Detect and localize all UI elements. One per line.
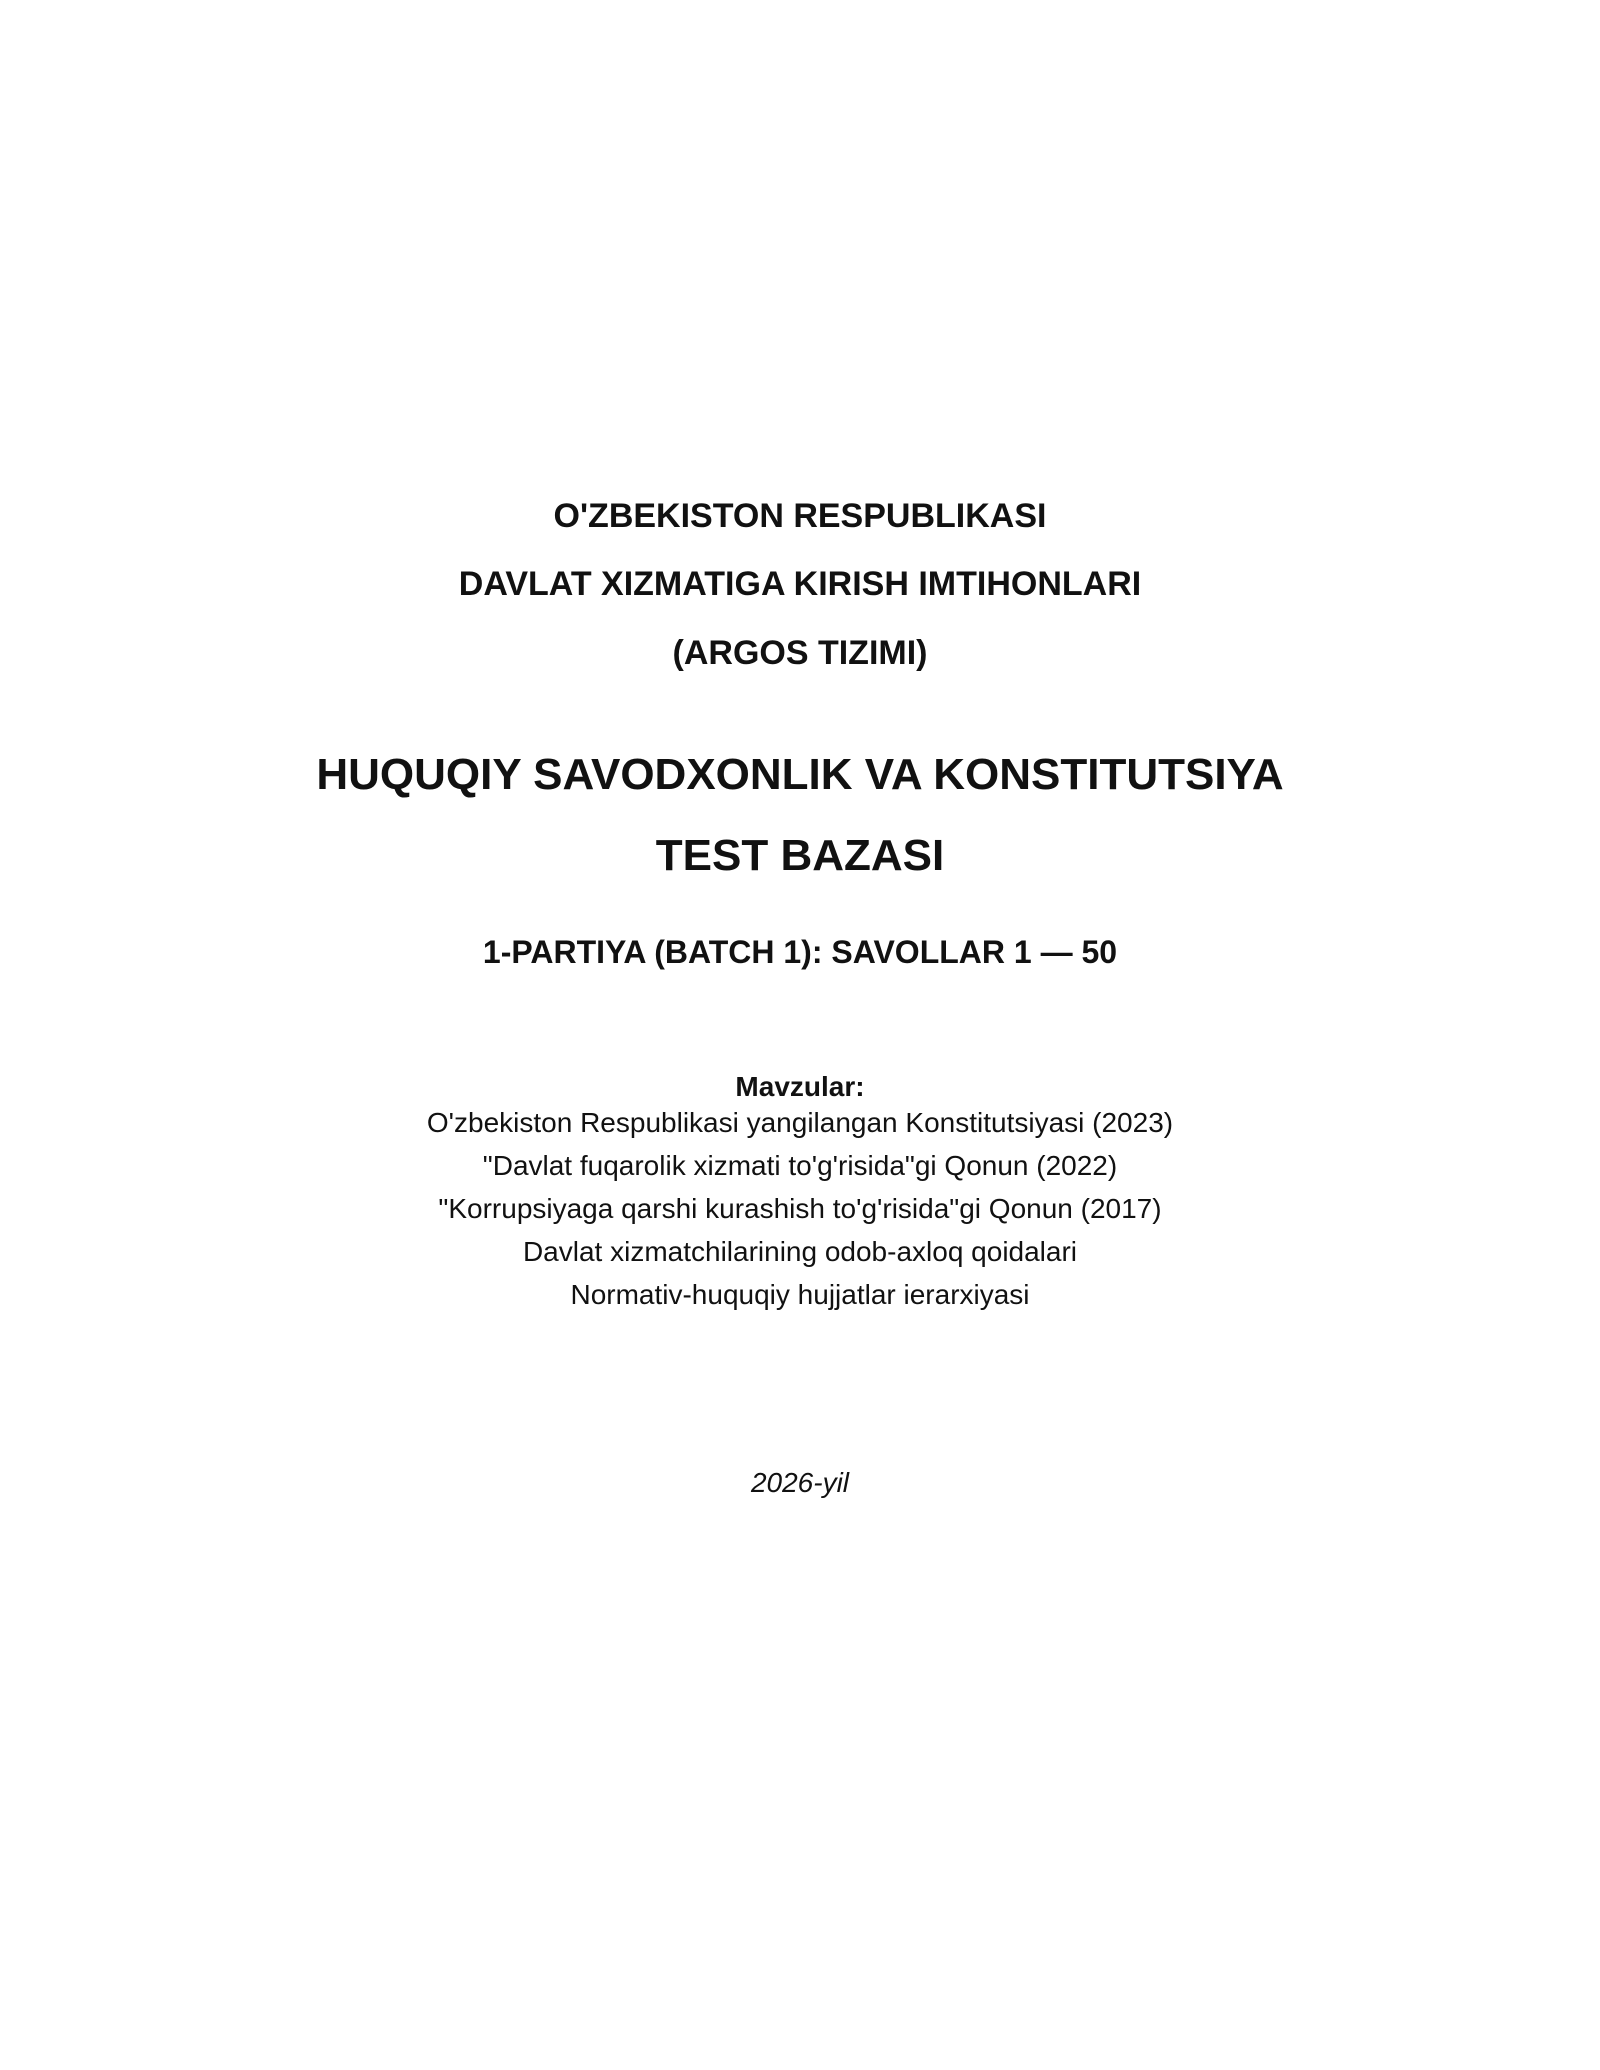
header-country: O'ZBEKISTON RESPUBLIKASI xyxy=(553,497,1047,535)
topics-heading: Mavzular: xyxy=(735,1071,865,1102)
header-system: (ARGOS TIZIMI) xyxy=(672,634,928,672)
document-title-line-1: HUQUQIY SAVODXONLIK VA KONSTITUTSIYA xyxy=(316,750,1284,799)
document-title-line-2: TEST BAZASI xyxy=(655,831,945,880)
topic-item: "Korrupsiyaga qarshi kurashish to'g'risida"gi Qonun (2017) xyxy=(438,1193,1162,1224)
header-exam: DAVLAT XIZMATIGA KIRISH IMTIHONLARI xyxy=(458,565,1142,603)
topic-item: Normativ-huquqiy hujjatlar ierarxiyasi xyxy=(570,1279,1030,1310)
topic-item: "Davlat fuqarolik xizmati to'g'risida"gi Qonun (2022) xyxy=(482,1150,1118,1181)
topic-item: Davlat xizmatchilarining odob-axloq qoidalari xyxy=(522,1236,1078,1267)
topic-item: O'zbekiston Respublikasi yangilangan Konstitutsiyasi (2023) xyxy=(426,1107,1174,1138)
batch-label: 1-PARTIYA (BATCH 1): SAVOLLAR 1 — 50 xyxy=(482,934,1118,970)
document-year: 2026-yil xyxy=(750,1467,850,1498)
